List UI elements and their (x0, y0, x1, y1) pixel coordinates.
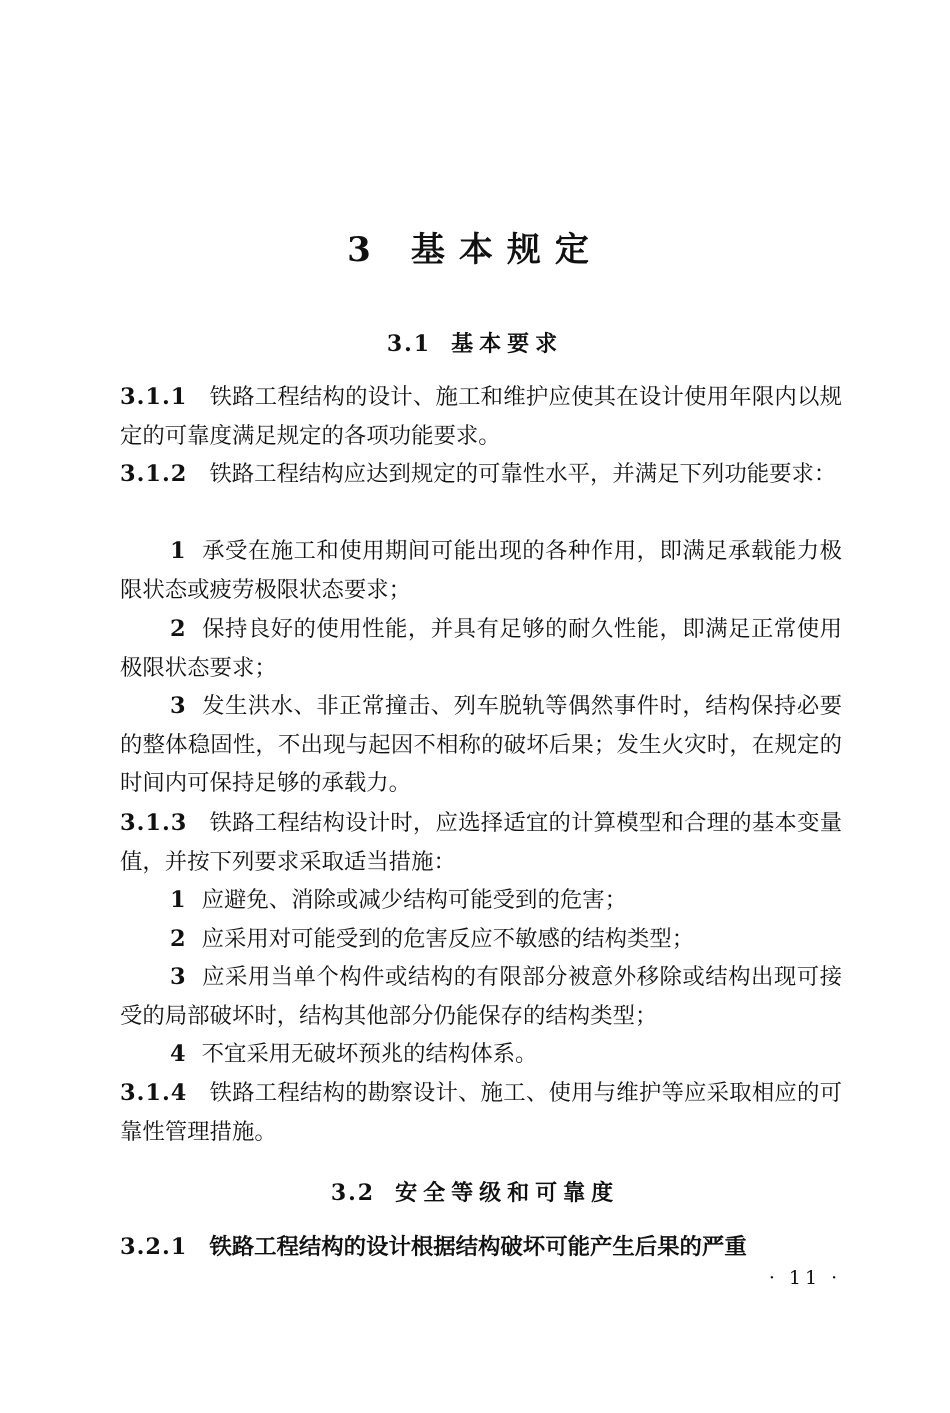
section-title-text: 基本要求 (451, 331, 564, 357)
item-text: 保持良好的使用性能，并具有足够的耐久性能，即满足正常使用极限状态要求； (120, 616, 842, 681)
item-number: 4 (170, 1041, 186, 1067)
section-number: 3.1 (386, 331, 432, 357)
clause-text: 铁路工程结构的设计、施工和维护应使其在设计使用年限内以规定的可靠度满足规定的各项功能要求。 (120, 384, 842, 449)
chapter-title-text: 基本规定 (410, 230, 603, 270)
section-number: 3.2 (330, 1180, 376, 1206)
clause-number: 3.1.2 (120, 461, 188, 487)
clause-text: 铁路工程结构设计时，应选择适宜的计算模型和合理的基本变量值，并按下列要求采取适当措施： (120, 810, 842, 875)
clause-number: 3.1.3 (120, 810, 188, 836)
page-number: · 11 · (768, 1267, 842, 1289)
clause-number: 3.2.1 (120, 1234, 188, 1260)
list-item (120, 610, 842, 687)
clause-number: 3.1.1 (120, 384, 188, 410)
item-number: 1 (170, 538, 186, 564)
item-number: 3 (170, 964, 186, 990)
list-item (120, 881, 842, 920)
section-title-text: 安全等级和可靠度 (395, 1180, 620, 1206)
clause-paragraph (120, 455, 842, 494)
list-item (120, 532, 842, 609)
item-text: 不宜采用无破坏预兆的结构体系。 (201, 1041, 538, 1067)
section-title (0, 327, 950, 358)
clause-text: 铁路工程结构的勘察设计、施工、使用与维护等应采取相应的可靠性管理措施。 (120, 1080, 842, 1145)
clause-number: 3.1.4 (120, 1080, 188, 1106)
item-number: 2 (170, 616, 186, 642)
chapter-title (0, 222, 950, 271)
list-item (120, 687, 842, 803)
item-text: 应采用当单个构件或结构的有限部分被意外移除或结构出现可接受的局部破坏时，结构其他部分仍能保存的结构类型； (120, 964, 842, 1029)
item-text: 应避免、消除或减少结构可能受到的危害； (201, 887, 628, 913)
clause-text: 铁路工程结构的设计根据结构破坏可能产生后果的严重 (209, 1234, 747, 1260)
item-number: 3 (170, 693, 186, 719)
item-text: 承受在施工和使用期间可能出现的各种作用，即满足承载能力极限状态或疲劳极限状态要求； (120, 538, 842, 603)
list-item (120, 958, 842, 1035)
item-number: 2 (170, 926, 186, 952)
clause-paragraph (120, 1074, 842, 1151)
clause-text: 铁路工程结构应达到规定的可靠性水平，并满足下列功能要求： (209, 461, 837, 487)
clause-paragraph (120, 1228, 842, 1267)
list-item (120, 920, 842, 959)
item-text: 发生洪水、非正常撞击、列车脱轨等偶然事件时，结构保持必要的整体稳固性，不出现与起因不相称的破坏后果；发生火灾时，在规定的时间内可保持足够的承载力。 (120, 693, 842, 797)
item-number: 1 (170, 887, 186, 913)
section-title (0, 1176, 950, 1207)
list-item (120, 1035, 842, 1074)
item-text: 应采用对可能受到的危害反应不敏感的结构类型； (201, 926, 695, 952)
clause-paragraph (120, 804, 842, 881)
clause-paragraph (120, 378, 842, 455)
chapter-number: 3 (347, 230, 385, 270)
